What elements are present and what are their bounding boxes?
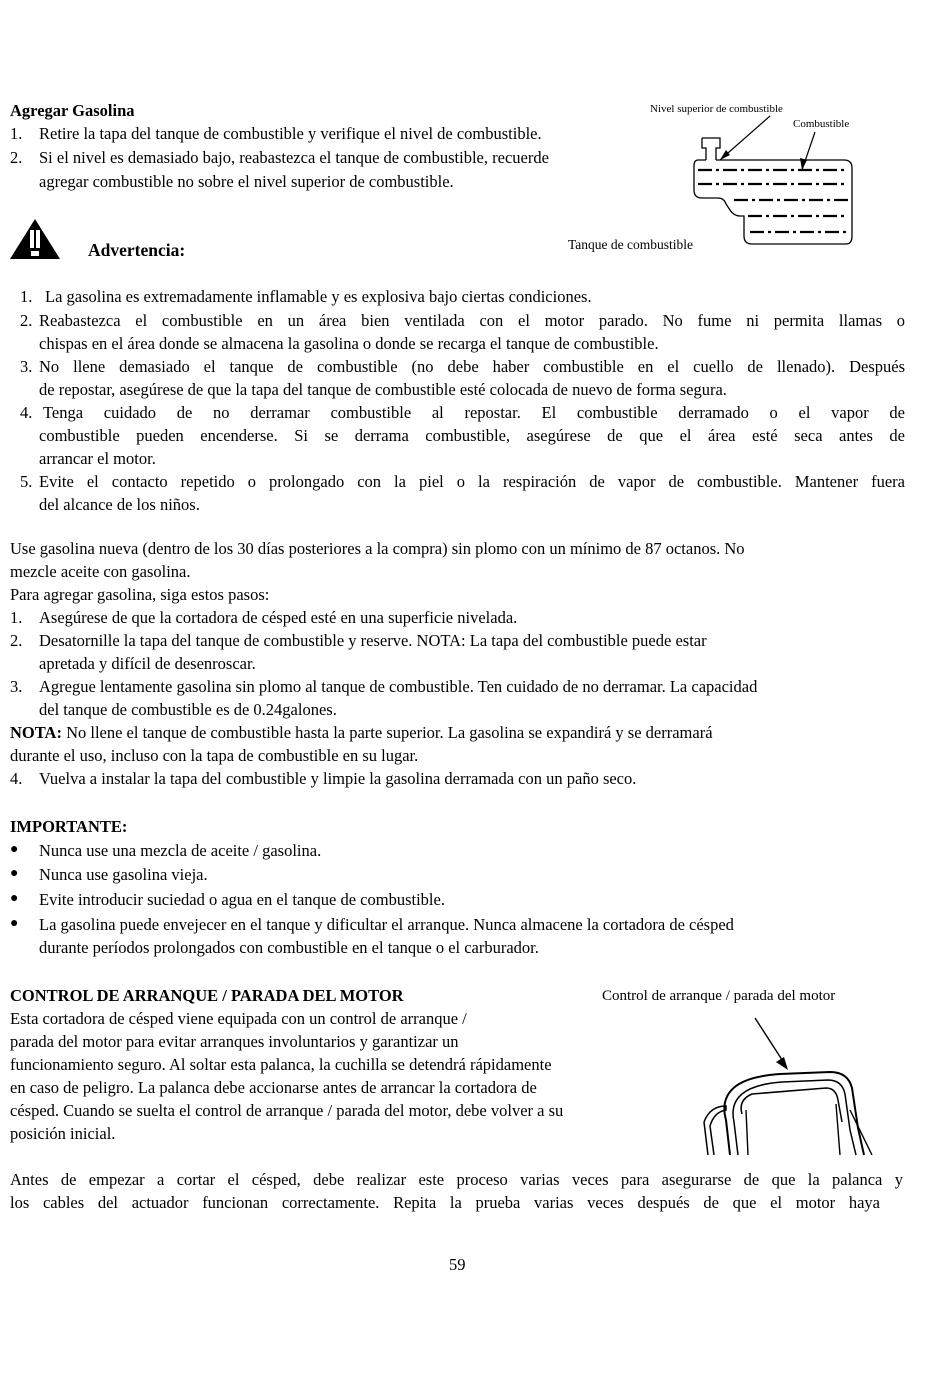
warning-text: de repostar, asegúrese de que la tapa del tanque de combustible esté colocada de nuevo de forma segura. <box>39 380 727 399</box>
warning-text: del alcance de los niños. <box>39 495 200 514</box>
control-closing: Antes de empezar a cortar el césped, debe realizar este proceso varias veces para asegurarse de que la palanca y <box>10 1170 903 1189</box>
usage-intro: Use gasolina nueva (dentro de los 30 días posteriores a la compra) sin plomo con un mínimo de 87 octanos. No <box>10 539 745 558</box>
control-title: CONTROL DE ARRANQUE / PARADA DEL MOTOR <box>10 986 404 1005</box>
usage-steps-intro: Para agregar gasolina, siga estos pasos: <box>10 585 270 604</box>
warning-number: 2. <box>20 311 33 330</box>
handle-lever-diagram <box>690 1010 890 1160</box>
page-number: 59 <box>449 1255 466 1274</box>
important-item: durante períodos prolongados con combustible en el tanque o el carburador. <box>39 938 539 957</box>
bullet-icon: ● <box>10 916 19 931</box>
important-item: Nunca use gasolina vieja. <box>39 865 208 884</box>
usage-note <box>10 723 713 743</box>
warning-number: 4. <box>20 403 33 422</box>
usage-step-number: 4. <box>10 769 23 788</box>
fuel-step-text: Retire la tapa del tanque de combustible y verifique el nivel de combustible. <box>39 124 542 143</box>
important-item: La gasolina puede envejecer en el tanque y dificultar el arranque. Nunca almacene la cortadora de césped <box>39 915 734 934</box>
warning-number: 5. <box>20 472 33 491</box>
usage-step-text: del tanque de combustible es de 0.24galones. <box>39 700 337 719</box>
warning-text: No llene demasiado el tanque de combustible (no debe haber combustible en el cuello de llenado). Después <box>39 357 905 376</box>
warning-text: La gasolina es extremadamente inflamable y es explosiva bajo ciertas condiciones. <box>45 287 592 306</box>
control-text: en caso de peligro. La palanca debe accionarse antes de arrancar la cortadora de <box>10 1078 537 1097</box>
fuel-step-text: agregar combustible no sobre el nivel superior de combustible. <box>39 172 454 191</box>
section-title-fuel: Agregar Gasolina <box>10 101 135 120</box>
warning-number: 3. <box>20 357 33 376</box>
control-text: funcionamiento seguro. Al soltar esta palanca, la cuchilla se detendrá rápidamente <box>10 1055 552 1074</box>
control-text: césped. Cuando se suelta el control de arranque / parada del motor, debe volver a su <box>10 1101 564 1120</box>
usage-step-text: Asegúrese de que la cortadora de césped esté en una superficie nivelada. <box>39 608 518 627</box>
tank-label-tank: Tanque de combustible <box>568 237 694 252</box>
control-figure-label: Control de arranque / parada del motor <box>602 988 836 1004</box>
warning-text: arrancar el motor. <box>39 449 156 468</box>
bullet-icon: ● <box>10 842 19 857</box>
usage-step-text: Agregue lentamente gasolina sin plomo al tanque de combustible. Ten cuidado de no derramar. La capacidad <box>39 677 758 696</box>
note-label: NOTA: <box>10 723 62 742</box>
usage-step-text: Vuelva a instalar la tapa del combustible y limpie la gasolina derramada con un paño seco. <box>39 769 637 788</box>
important-item: Nunca use una mezcla de aceite / gasolina. <box>39 841 322 860</box>
usage-step-number: 3. <box>10 677 23 696</box>
warning-text: Reabastezca el combustible en un área bien ventilada con el motor parado. No fume ni permita llamas o <box>39 311 905 330</box>
tank-label-fuel: Combustible <box>793 118 850 130</box>
warning-title: Advertencia: <box>88 240 186 260</box>
warning-triangle-icon <box>8 217 62 261</box>
usage-step-text: Desatornille la tapa del tanque de combustible y reserve. NOTA: La tapa del combustible puede estar <box>39 631 707 650</box>
warning-text: Evite el contacto repetido o prolongado con la piel o la respiración de vapor de combustible. Mantener fuera <box>39 472 905 491</box>
control-closing: los cables del actuador funcionan correctamente. Repita la prueba varias veces después de que el motor haya <box>10 1193 880 1212</box>
arrow-head <box>720 150 730 160</box>
usage-intro: mezcle aceite con gasolina. <box>10 562 191 581</box>
bullet-icon: ● <box>10 891 19 906</box>
usage-step-number: 2. <box>10 631 23 650</box>
fuel-tank-diagram <box>690 112 860 252</box>
note-text: No llene el tanque de combustible hasta la parte superior. La gasolina se expandirá y se derramará <box>61 723 713 742</box>
usage-step-text: apretada y difícil de desenroscar. <box>39 654 256 673</box>
tank-label-top-level: Nivel superior de combustible <box>650 103 783 115</box>
important-item: Evite introducir suciedad o agua en el tanque de combustible. <box>39 890 445 909</box>
bullet-icon: ● <box>10 866 19 881</box>
fuel-step-number: 1. <box>10 124 23 143</box>
warning-text: chispas en el área donde se almacena la gasolina o donde se recarga el tanque de combustible. <box>39 334 659 353</box>
warning-text: combustible pueden encenderse. Si se derrama combustible, asegúrese de que el área esté seca antes de <box>39 426 905 445</box>
control-text: posición inicial. <box>10 1124 116 1143</box>
control-text: Esta cortadora de césped viene equipada con un control de arranque / <box>10 1009 467 1028</box>
warning-number: 1. <box>20 287 33 306</box>
control-text: parada del motor para evitar arranques involuntarios y garantizar un <box>10 1032 459 1051</box>
fuel-step-text: Si el nivel es demasiado bajo, reabastezca el tanque de combustible, recuerde <box>39 148 549 167</box>
warning-text: Tenga cuidado de no derramar combustible al repostar. El combustible derramado o el vapor de <box>43 403 905 422</box>
usage-step-number: 1. <box>10 608 23 627</box>
fuel-step-number: 2. <box>10 148 23 167</box>
important-title: IMPORTANTE: <box>10 817 128 836</box>
note-text: durante el uso, incluso con la tapa de combustible en su lugar. <box>10 746 419 765</box>
